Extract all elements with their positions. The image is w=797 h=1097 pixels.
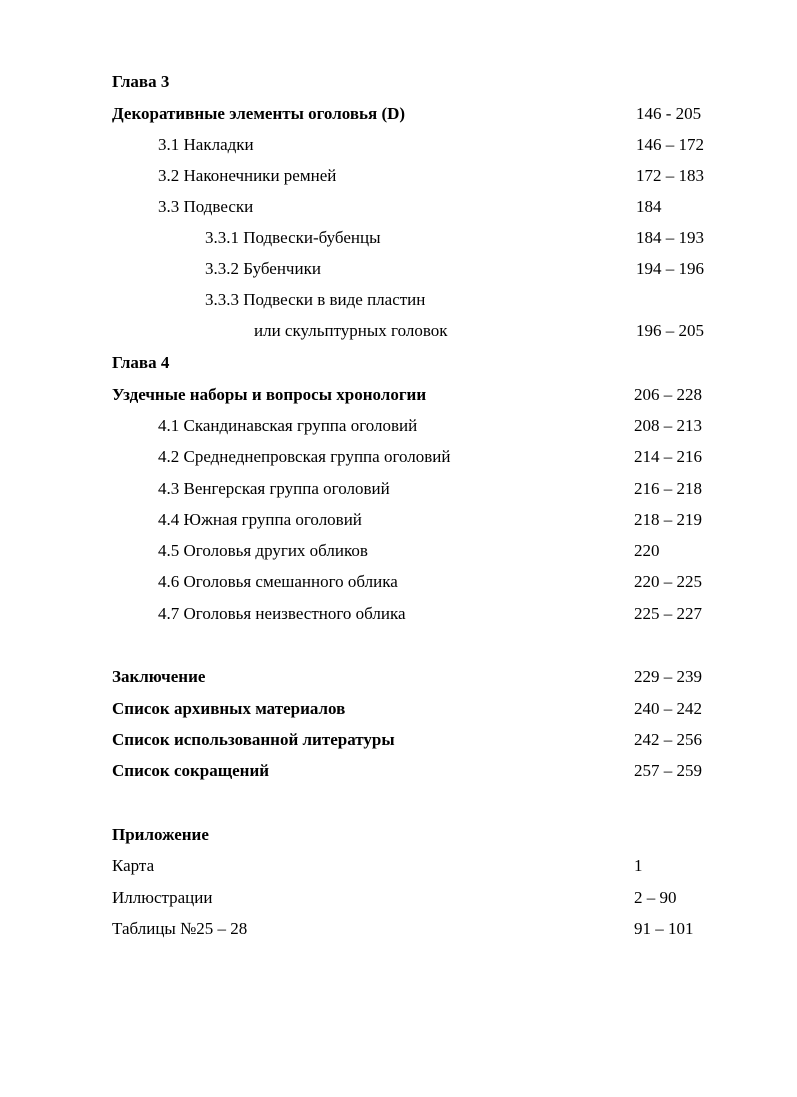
toc-entry-label: 4.6 Оголовья смешанного облика <box>158 572 398 591</box>
back-matter-pages: 242 – 256 <box>634 730 702 749</box>
chapter-4-heading: Глава 4 <box>112 353 170 372</box>
appendix-item-pages: 91 – 101 <box>634 919 694 938</box>
toc-subentry-label: 3.3.1 Подвески-бубенцы <box>205 228 381 247</box>
toc-entry-pages: 214 – 216 <box>634 447 702 466</box>
toc-entry-label: 4.3 Венгерская группа оголовий <box>158 479 390 498</box>
appendix-heading: Приложение <box>112 825 209 844</box>
toc-entry-pages: 216 – 218 <box>634 479 702 498</box>
toc-subentry-label: 3.3.3 Подвески в виде пластин <box>205 290 426 309</box>
toc-entry-label: 4.1 Скандинавская группа оголовий <box>158 416 418 435</box>
toc-entry-label: 4.2 Среднеднепровская группа оголовий <box>158 447 451 466</box>
chapter-3-heading: Глава 3 <box>112 72 170 91</box>
toc-entry-label: 3.3 Подвески <box>158 197 254 216</box>
toc-entry-label: 4.5 Оголовья других обликов <box>158 541 368 560</box>
toc-subentry-pages: 194 – 196 <box>636 259 704 278</box>
chapter-3-title-pages: 146 - 205 <box>636 104 702 123</box>
toc-entry-label: 4.4 Южная группа оголовий <box>158 510 362 529</box>
back-matter-label: Список архивных материалов <box>112 699 346 718</box>
toc-subentry-continuation-pages: 196 – 205 <box>636 321 704 340</box>
toc-entry-pages: 146 – 172 <box>636 135 704 154</box>
chapter-4-title-pages: 206 – 228 <box>634 385 702 404</box>
toc-entry-pages: 172 – 183 <box>636 166 704 185</box>
toc-entry-pages: 184 <box>636 197 662 216</box>
toc-entry-pages: 225 – 227 <box>634 604 702 623</box>
appendix-item-label: Карта <box>112 856 155 875</box>
back-matter-label: Заключение <box>112 667 206 686</box>
appendix-item-pages: 2 – 90 <box>634 888 677 907</box>
appendix-item-pages: 1 <box>634 856 643 875</box>
toc-entry-pages: 220 – 225 <box>634 572 702 591</box>
toc-entry-label: 3.1 Накладки <box>158 135 254 154</box>
toc-entry-pages: 218 – 219 <box>634 510 702 529</box>
toc-subentry-continuation: или скульптурных головок <box>254 321 448 340</box>
toc-entry-pages: 208 – 213 <box>634 416 702 435</box>
toc-entry-pages: 220 <box>634 541 660 560</box>
toc-subentry-label: 3.3.2 Бубенчики <box>205 259 321 278</box>
back-matter-label: Список использованной литературы <box>112 730 395 749</box>
back-matter-pages: 257 – 259 <box>634 761 702 780</box>
back-matter-label: Список сокращений <box>112 761 270 780</box>
chapter-3-title: Декоративные элементы оголовья (D) <box>112 104 406 123</box>
chapter-4-title: Уздечные наборы и вопросы хронологии <box>112 385 427 404</box>
back-matter-pages: 229 – 239 <box>634 667 702 686</box>
toc-entry-label: 4.7 Оголовья неизвестного облика <box>158 604 406 623</box>
toc-entry-label: 3.2 Наконечники ремней <box>158 166 337 185</box>
appendix-item-label: Иллюстрации <box>112 888 213 907</box>
appendix-item-label: Таблицы №25 – 28 <box>112 919 248 938</box>
toc-subentry-pages: 184 – 193 <box>636 228 704 247</box>
back-matter-pages: 240 – 242 <box>634 699 702 718</box>
